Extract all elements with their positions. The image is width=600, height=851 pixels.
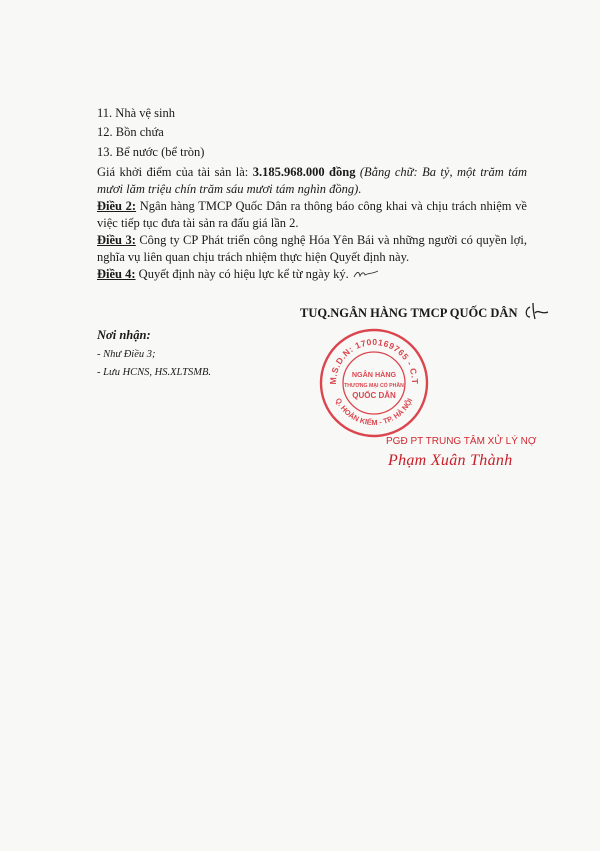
- seal-bottom-text: Q. HOÀN KIẾM - TP. HÀ NỘI: [333, 396, 415, 428]
- seal-top-text: M.S.D.N: 1700169765 - C.T: [327, 336, 421, 385]
- article-4-label: Điều 4:: [97, 267, 136, 281]
- recipients-block: [97, 328, 211, 382]
- article-3-text: Công ty CP Phát triển công nghệ Hóa Yên Bái và những người có quyền lợi, nghĩa vụ liên quan chịu trách nhiệm thực hiện Quyết định này.: [97, 233, 527, 264]
- price-in-words: (Bằng chữ: Ba tỷ, một trăm tám mươi lăm triệu chín trăm sáu mươi tám nghìn đồng).: [97, 165, 528, 196]
- signatory-name: Phạm Xuân Thành: [388, 452, 513, 469]
- article-2: [97, 198, 527, 232]
- article-4-text: Quyết định này có hiệu lực kể từ ngày ký.: [135, 267, 349, 281]
- seal-line2: THƯƠNG MẠI CỔ PHẦN: [344, 383, 404, 389]
- asset-item-13: 13. Bể nước (bể tròn): [97, 145, 205, 159]
- article-2-text: Ngân hàng TMCP Quốc Dân ra thông báo công khai và chịu trách nhiệm về việc tiếp tục đưa tài sản ra đấu giá lần 2.: [97, 199, 527, 230]
- recipient-item: - Như Điều 3;: [97, 349, 156, 360]
- article-2-label: Điều 2:: [97, 199, 137, 213]
- seal-line1: NGÂN HÀNG: [351, 370, 397, 379]
- signature-organization: [300, 301, 549, 327]
- svg-text:Q. HOÀN KIẾM - TP. HÀ NỘI: [334, 397, 415, 427]
- handwritten-initial: [353, 267, 379, 284]
- company-seal: [318, 327, 430, 439]
- article-4: [97, 266, 527, 284]
- price-prefix: Giá khởi điểm của tài sản là:: [97, 165, 253, 179]
- price-amount: 3.185.968.000 đồng: [252, 165, 356, 179]
- starting-price-paragraph: [97, 164, 527, 198]
- recipients-title: Nơi nhận:: [97, 328, 151, 342]
- handwritten-initial-2: [523, 301, 549, 327]
- article-3-label: Điều 3:: [97, 233, 136, 247]
- seal-line3: QUỐC DÂN: [352, 391, 396, 400]
- recipient-item: - Lưu HCNS, HS.XLTSMB.: [97, 367, 212, 378]
- signatory-role: PGĐ PT TRUNG TÂM XỬ LÝ NỢ: [386, 436, 537, 447]
- signature-org-text: TUQ.NGÂN HÀNG TMCP QUỐC DÂN: [300, 305, 518, 320]
- asset-item-12: 12. Bồn chứa: [97, 125, 164, 139]
- asset-item-11: 11. Nhà vệ sinh: [97, 106, 175, 120]
- article-3: [97, 232, 527, 266]
